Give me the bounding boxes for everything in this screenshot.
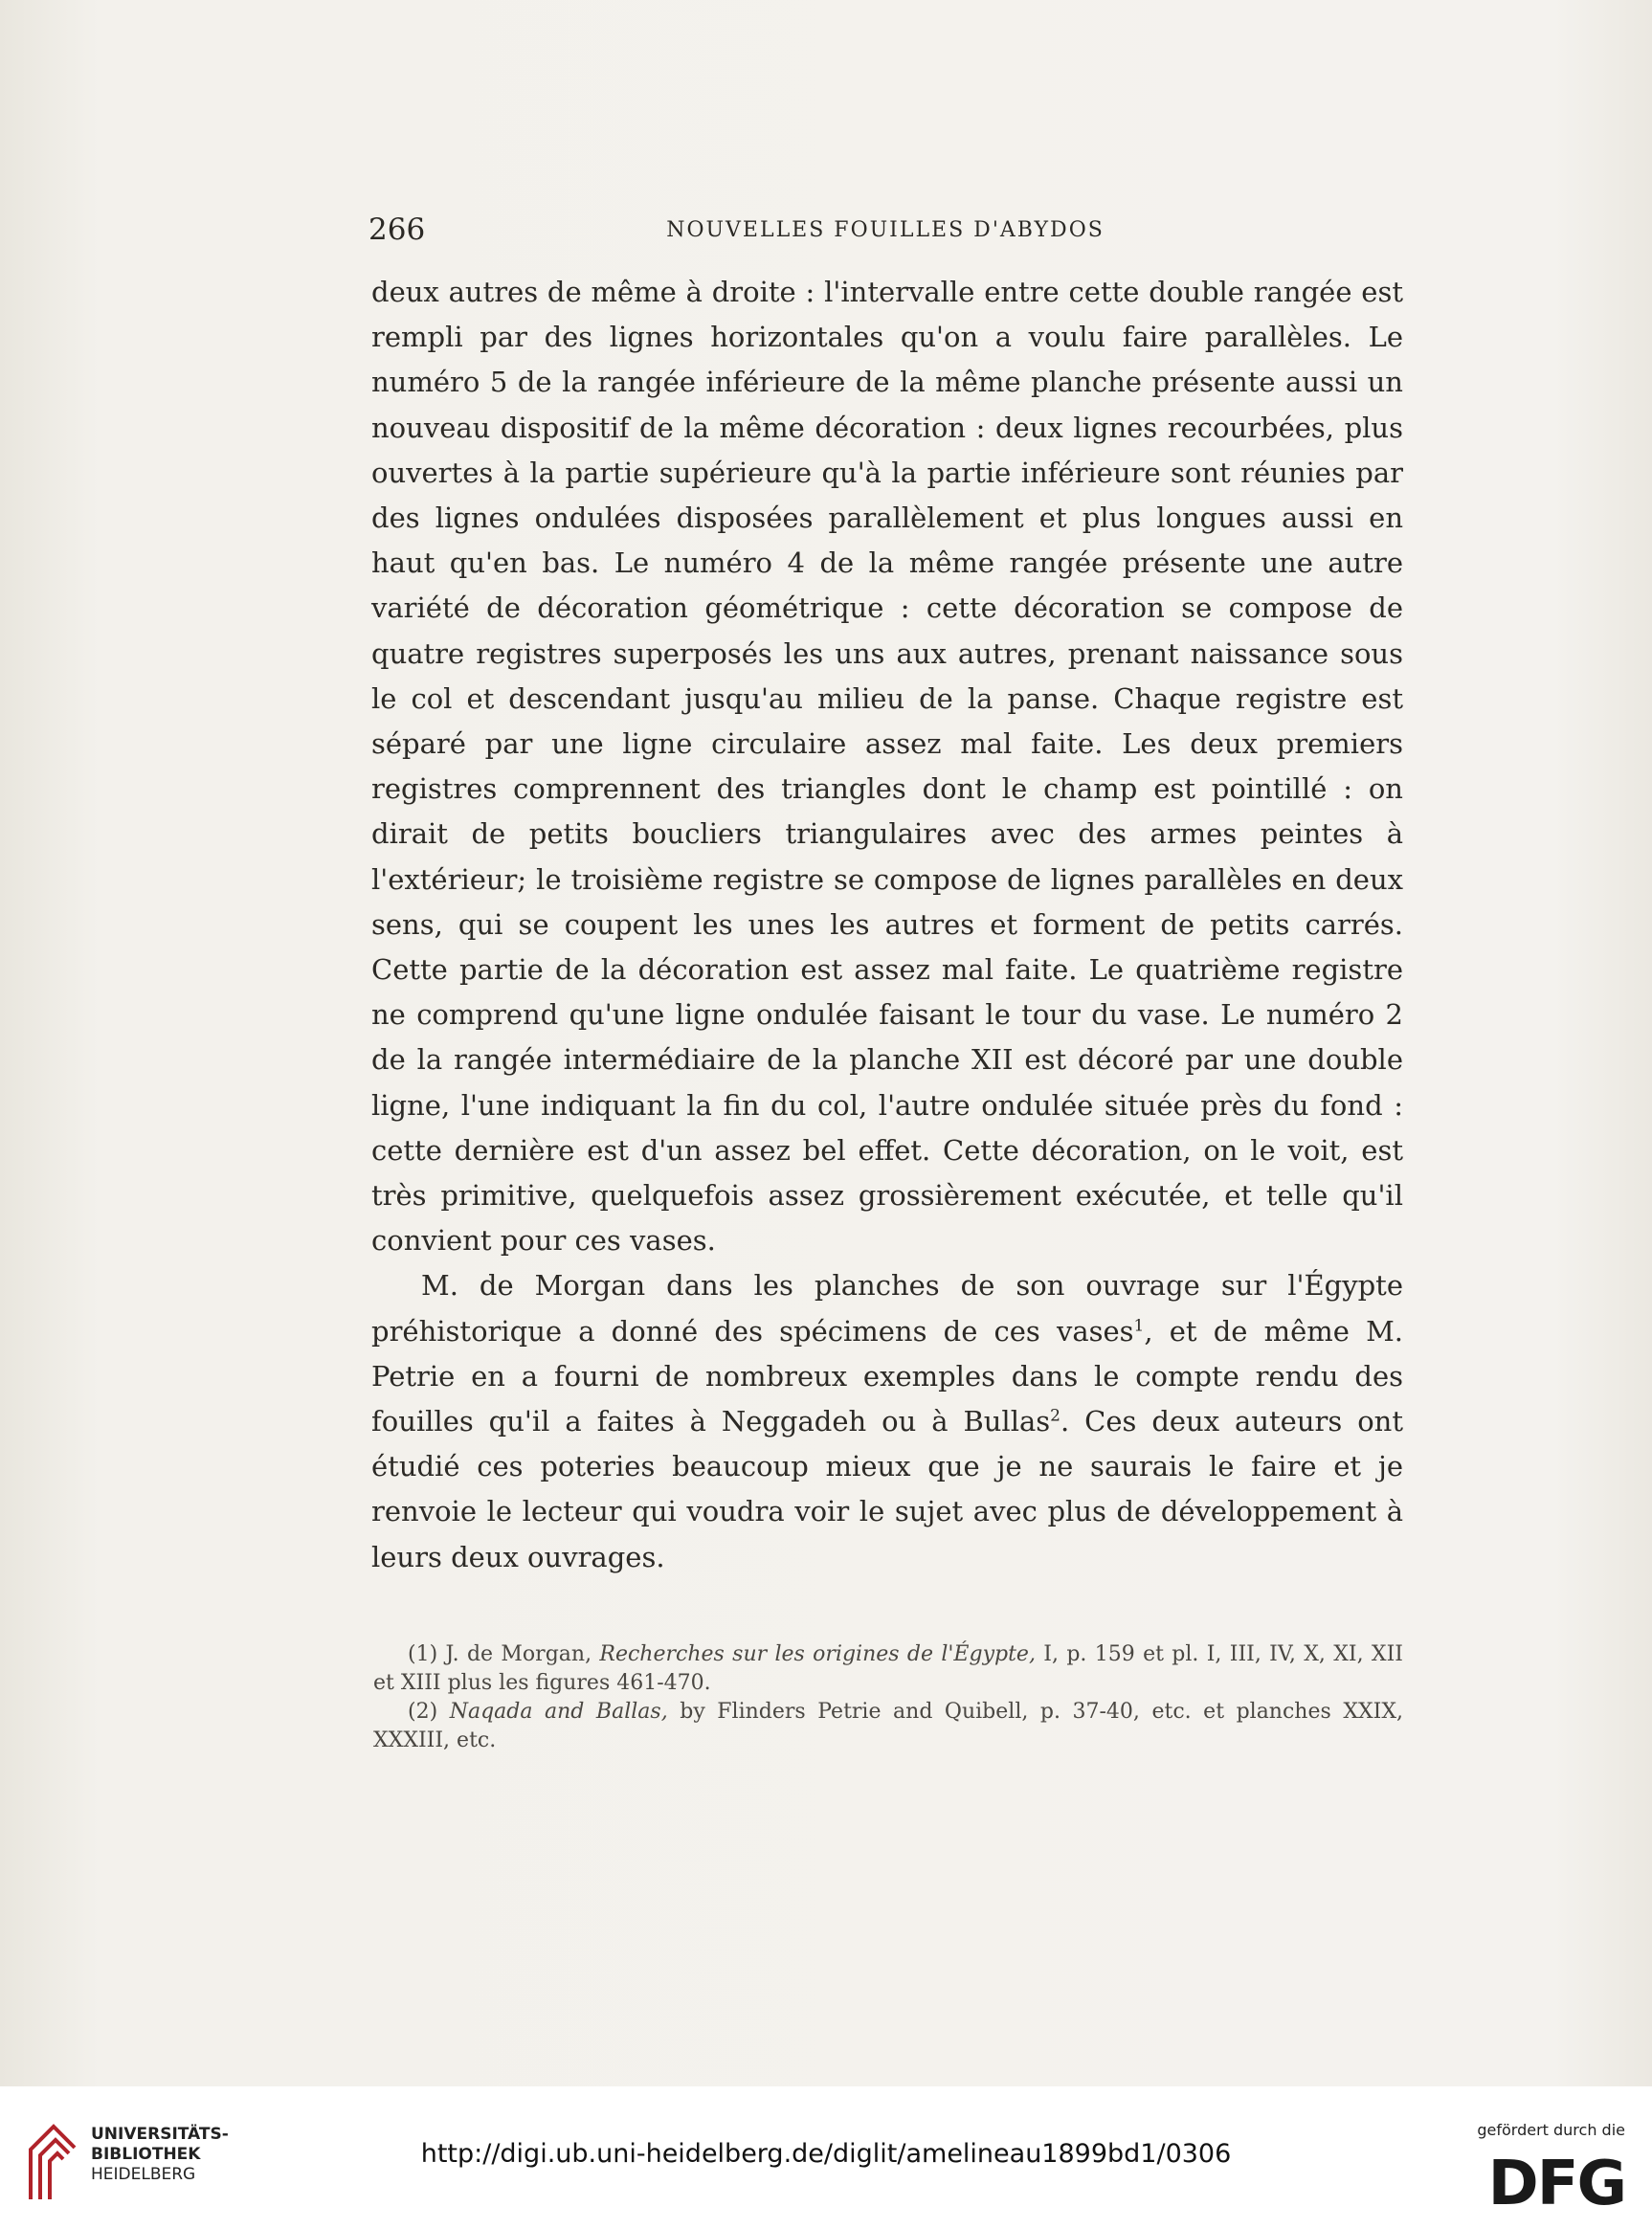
footnote-ref-1: 1 bbox=[1133, 1316, 1145, 1336]
library-line-3: HEIDELBERG bbox=[91, 2165, 196, 2184]
viewer-footer bbox=[0, 2086, 1652, 2229]
footnote-ref-2: 2 bbox=[1050, 1406, 1060, 1426]
paragraph-2-part-a: M. de Morgan dans les planches de son ouvrage sur l'Égypte préhistorique a donné des spécimens de ces vases bbox=[371, 1269, 1403, 1348]
dfg-logo: DFG bbox=[1487, 2149, 1625, 2219]
funding-label: gefördert durch die bbox=[1477, 2121, 1625, 2139]
paragraph-2 bbox=[371, 1263, 1403, 1579]
footnote-2 bbox=[373, 1698, 1403, 1755]
library-line-1: UNIVERSITÄTS- bbox=[91, 2125, 229, 2144]
paragraph-1: deux autres de même à droite : l'intervalle entre cette double rangée est rempli par des lignes horizontales qu'on a voulu faire parallèles. Le numéro 5 de la rangée inférieure de la même planche présente aussi un nouveau dispositif de la même décoration : deux lignes recourbées, plus ouvertes à la partie supérieure qu'à la partie inférieure sont réunies par des lignes ondulées disposées parallèlement et plus longues aussi en haut qu'en bas. Le numéro 4 de la même rangée présente une autre variété de décoration géométrique : cette décoration se compose de quatre registres superposés les uns aux autres, prenant naissance sous le col et descendant jusqu'au milieu de la panse. Chaque registre est séparé par une ligne circulaire assez mal faite. Les deux premiers registres comprennent des triangles dont le champ est pointillé : on dirait de petits boucliers triangulaires avec des armes peintes à l'extérieur; le troisième registre se compose de lignes parallèles en deux sens, qui se coupent les unes les autres et forment de petits carrés. Cette partie de la décoration est assez mal faite. Le quatrième registre ne comprend qu'une ligne ondulée faisant le tour du vase. Le numéro 2 de la rangée intermédiaire de la planche XII est décoré par une double ligne, l'une indiquant la fin du col, l'autre ondulée située près du fond : cette dernière est d'un assez bel effet. Cette décoration, on le voit, est très primitive, quelquefois assez grossièrement exécutée, et telle qu'il convient pour ces vases. bbox=[371, 276, 1403, 1258]
paragraph-2-part-c: . Ces deux auteurs ont étudié ces poteries beaucoup mieux que je ne saurais le faire et je renvoie le lecteur qui voudra voir le sujet avec plus de développement à leurs deux ouvrages. bbox=[371, 1405, 1403, 1573]
footnote-1-title: Recherches sur les origines de l'Égypte, bbox=[599, 1642, 1036, 1666]
footnote-2-marker: (2) bbox=[408, 1700, 438, 1724]
body-text bbox=[371, 270, 1403, 1580]
footnote-1 bbox=[373, 1640, 1403, 1698]
permalink-url[interactable]: http://digi.ub.uni-heidelberg.de/diglit/amelineau1899bd1/0306 bbox=[420, 2139, 1232, 2169]
footnote-1-rest: I, p. 159 et pl. I, III, IV, X, XI, XII et XIII plus les figures 461-470. bbox=[373, 1642, 1403, 1695]
library-line-2: BIBLIOTHEK bbox=[91, 2145, 201, 2164]
paragraph-2-part-b: , et de même M. Petrie en a fourni de nombreux exemples dans le compte rendu des fouilles qu'il a faites à Neggadeh ou à Bullas bbox=[371, 1314, 1403, 1438]
page-number: 266 bbox=[368, 212, 426, 247]
footnote-1-marker: (1) bbox=[408, 1642, 438, 1666]
footnotes bbox=[373, 1640, 1403, 1755]
footnote-1-author: J. de Morgan, bbox=[445, 1642, 592, 1666]
running-title: NOUVELLES FOUILLES D'ABYDOS bbox=[666, 218, 1105, 242]
footnote-2-title: Naqada and Ballas, bbox=[449, 1700, 668, 1724]
footnote-2-rest: by Flinders Petrie and Quibell, p. 37-40, etc. et planches XXIX, XXXIII, etc. bbox=[373, 1700, 1403, 1752]
running-head bbox=[368, 212, 1402, 251]
